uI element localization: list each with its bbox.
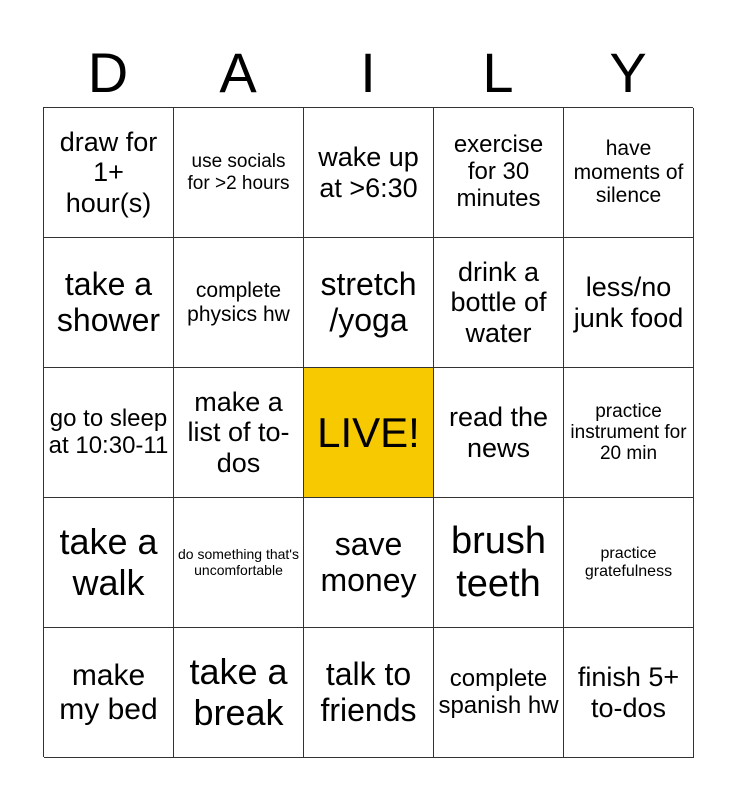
header-letter-3: I xyxy=(360,41,376,104)
header-letter-5: Y xyxy=(609,41,647,104)
bingo-cell-r5c3[interactable]: talk to friends xyxy=(304,628,434,758)
header-letter-4: L xyxy=(482,41,514,104)
bingo-cell-r1c5[interactable]: have moments of silence xyxy=(564,108,694,238)
bingo-cell-r5c2[interactable]: take a break xyxy=(174,628,304,758)
bingo-cell-r1c2[interactable]: use socials for >2 hours xyxy=(174,108,304,238)
bingo-cell-r2c1[interactable]: take a shower xyxy=(44,238,174,368)
bingo-cell-r4c2[interactable]: do something that's uncomfortable xyxy=(174,498,304,628)
bingo-cell-r3c4[interactable]: read the news xyxy=(434,368,564,498)
bingo-cell-r5c4[interactable]: complete spanish hw xyxy=(434,628,564,758)
bingo-cell-r2c5[interactable]: less/no junk food xyxy=(564,238,694,368)
bingo-cell-r3c1[interactable]: go to sleep at 10:30-11 xyxy=(44,368,174,498)
free-space-cell[interactable]: LIVE! xyxy=(304,368,434,498)
bingo-cell-r2c3[interactable]: stretch /yoga xyxy=(304,238,434,368)
bingo-cell-r3c2[interactable]: make a list of to-dos xyxy=(174,368,304,498)
bingo-header xyxy=(43,40,693,106)
bingo-cell-r2c4[interactable]: drink a bottle of water xyxy=(434,238,564,368)
bingo-cell-r2c2[interactable]: complete physics hw xyxy=(174,238,304,368)
bingo-cell-r4c5[interactable]: practice gratefulness xyxy=(564,498,694,628)
bingo-cell-r4c1[interactable]: take a walk xyxy=(44,498,174,628)
bingo-cell-r4c4[interactable]: brush teeth xyxy=(434,498,564,628)
bingo-cell-r5c5[interactable]: finish 5+ to-dos xyxy=(564,628,694,758)
header-letter-2: A xyxy=(219,41,257,104)
bingo-cell-r3c5[interactable]: practice instrument for 20 min xyxy=(564,368,694,498)
bingo-cell-r5c1[interactable]: make my bed xyxy=(44,628,174,758)
bingo-cell-r4c3[interactable]: save money xyxy=(304,498,434,628)
bingo-cell-r1c3[interactable]: wake up at >6:30 xyxy=(304,108,434,238)
bingo-board xyxy=(43,107,693,757)
bingo-cell-r1c1[interactable]: draw for 1+ hour(s) xyxy=(44,108,174,238)
bingo-cell-r1c4[interactable]: exercise for 30 minutes xyxy=(434,108,564,238)
header-letter-1: D xyxy=(87,41,129,104)
